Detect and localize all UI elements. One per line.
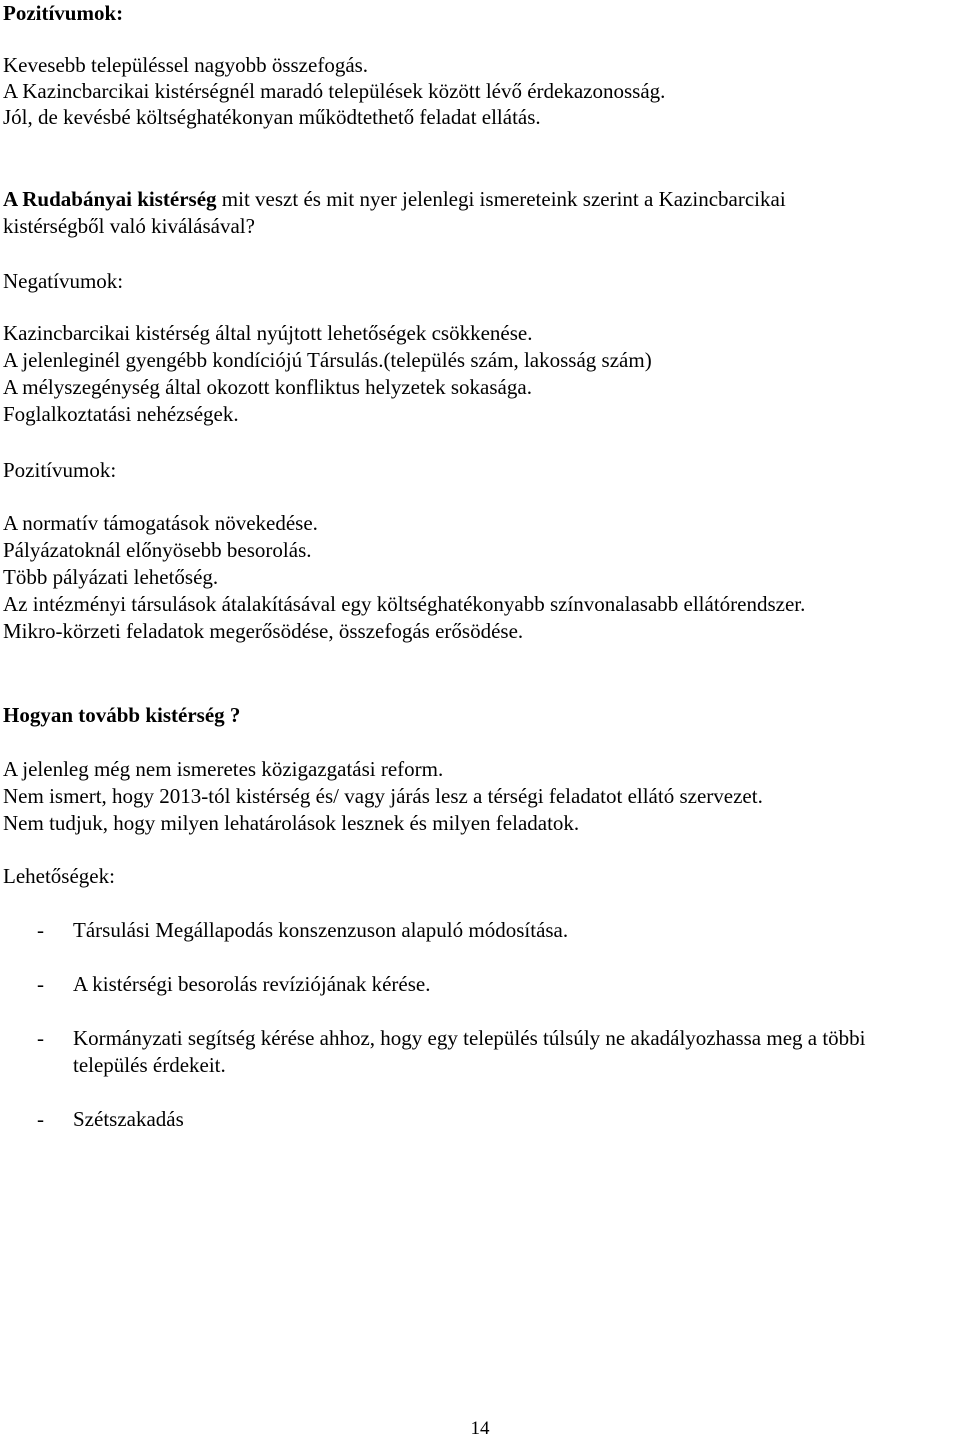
text-line: Kazincbarcikai kistérség által nyújtott lehetőségek csökkenése.	[3, 321, 533, 345]
text-line: A mélyszegénység által okozott konfliktus helyzetek sokasága.	[3, 375, 532, 399]
heading-pozitivumok-1: Pozitívumok:	[3, 1, 124, 25]
question-rest: mit veszt és mit nyer jelenlegi ismereteink szerint a Kazincbarcikai	[216, 187, 786, 211]
list-item-text: Kormányzati segítség kérése ahhoz, hogy egy település túlsúly ne akadályozhassa meg a többi	[73, 1026, 866, 1050]
text-line: Nem ismert, hogy 2013-tól kistérség és/ vagy járás lesz a térségi feladatot ellátó szervezet.	[3, 784, 763, 808]
heading-negativumok: Negatívumok:	[3, 269, 124, 293]
heading-lehetosegek: Lehetőségek:	[3, 864, 115, 888]
text-line: Nem tudjuk, hogy milyen lehatárolások lesznek és milyen feladatok.	[3, 811, 580, 835]
text-line: A jelenleginél gyengébb kondíciójú Társulás.(település szám, lakosság szám)	[3, 348, 652, 372]
text-line: Az intézményi társulások átalakításával egy költséghatékonyabb színvonalasabb ellátórendszer.	[3, 592, 806, 616]
list-dash: -	[37, 1026, 44, 1050]
text-line: Kevesebb településsel nagyobb összefogás.	[3, 53, 369, 77]
text-line: Jól, de kevésbé költséghatékonyan működtethető feladat ellátás.	[3, 105, 541, 129]
text-line: Mikro-körzeti feladatok megerősödése, összefogás erősödése.	[3, 619, 524, 643]
text-line: A jelenleg még nem ismeretes közigazgatási reform.	[3, 757, 444, 781]
heading-hogyan-tovabb: Hogyan tovább kistérség ?	[3, 703, 241, 727]
text-line: Foglalkoztatási nehézségek.	[3, 402, 239, 426]
question-bold: A Rudabányai kistérség	[3, 187, 217, 211]
list-item-text: település érdekeit.	[73, 1053, 226, 1077]
list-dash: -	[37, 972, 44, 996]
text-line: Több pályázati lehetőség.	[3, 565, 219, 589]
list-dash: -	[37, 918, 44, 942]
list-item-text: A kistérségi besorolás revíziójának kérése.	[73, 972, 431, 996]
heading-pozitivumok-2: Pozitívumok:	[3, 458, 117, 482]
list-dash: -	[37, 1107, 44, 1131]
text-line: A Kazincbarcikai kistérségnél maradó települések között lévő érdekazonosság.	[3, 79, 666, 103]
list-item-text: Társulási Megállapodás konszenzuson alapuló módosítása.	[73, 918, 569, 942]
text-line: Pályázatoknál előnyösebb besorolás.	[3, 538, 312, 562]
text-line: A normatív támogatások növekedése.	[3, 511, 318, 535]
page-number: 14	[470, 1418, 490, 1439]
list-item-text: Szétszakadás	[73, 1107, 184, 1131]
question-line-2: kistérségből való kiválásával?	[3, 214, 255, 238]
question-line	[3, 186, 786, 212]
